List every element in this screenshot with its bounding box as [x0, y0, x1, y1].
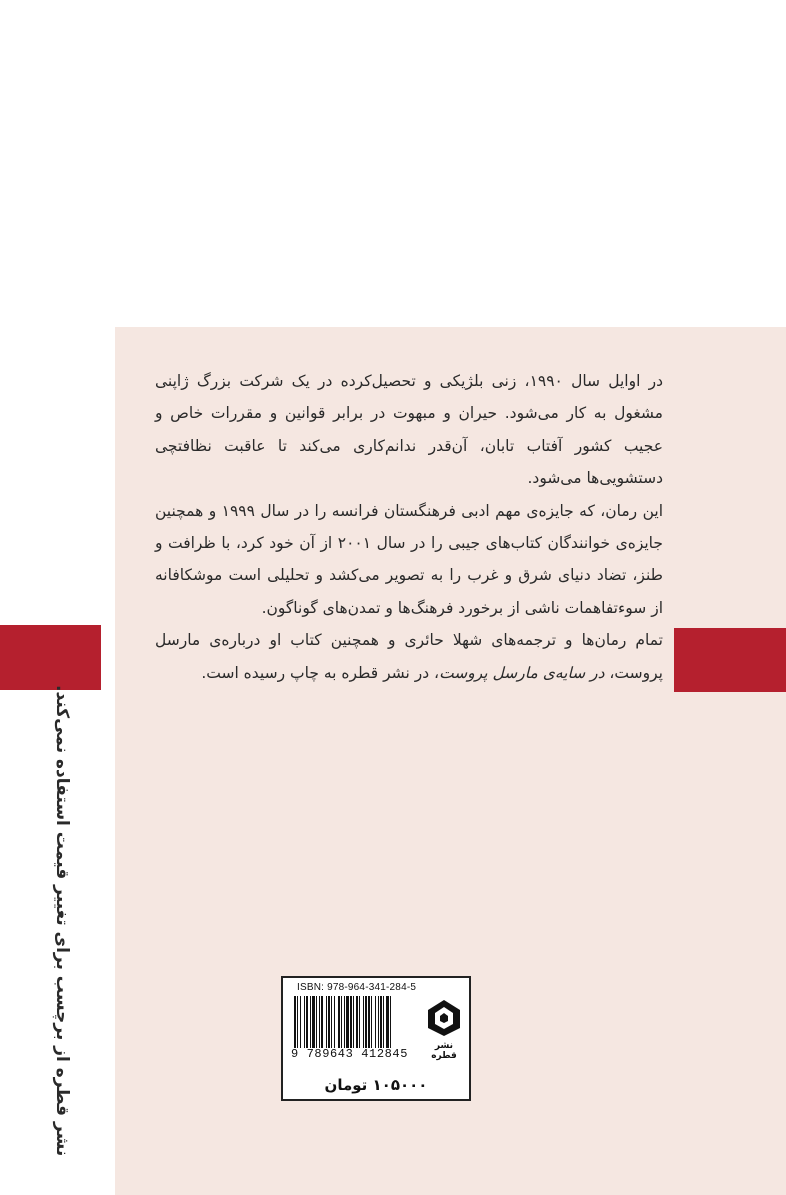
blurb-text — [155, 365, 663, 689]
blurb-paragraph-2: این رمان، که جایزه‌ی مهم ادبی فرهنگستان فرانسه را در سال ۱۹۹۹ و همچنین جایزه‌ی خوانندگان کتاب‌های جیبی را در سال ۲۰۰۱ از آن خود کرد، با ظرافت و طنز، تضاد دنیای شرق و غرب را به تصویر می‌کشد و تحلیلی است موشکافانه از سوءتفاهمات ناشی از برخورد فرهنگ‌ها و تمدن‌های گوناگون. — [155, 501, 664, 617]
publisher-logo-text: نشر قطره — [431, 1041, 457, 1061]
barcode-bars — [293, 996, 421, 1048]
blurb-p3-start: تمام رمان‌ها و ترجمه‌های شهلا حائری و همچنین کتاب او درباره‌ی مارسل پروست، — [155, 631, 663, 682]
book-title-reference: در سایه‌ی مارسل پروست — [439, 663, 605, 682]
publisher-logo-icon — [426, 998, 462, 1038]
red-band-right — [674, 628, 786, 692]
blurb-paragraph-1: در اوایل سال ۱۹۹۰، زنی بلژیکی و تحصیل‌کرده در یک شرکت بزرگ ژاپنی مشغول به کار می‌شود. حیران و مبهوت در برابر قوانین و مقررات خاص و عجیب کشور آفتاب تابان، آن‌قدر ندانم‌کاری می‌کند تا عاقبت نظافتچی دستشویی‌ها می‌شود. — [155, 372, 663, 488]
price-label-note: نشر قطره از برچسب برای تغییر قیمت استفاده نمی‌کند. — [52, 684, 72, 1156]
blurb-p3-end: ، در نشر قطره به چاپ رسیده است. — [201, 663, 440, 682]
barcode-digits: 9 789643 412845 — [291, 1047, 409, 1061]
isbn-text: ISBN: 978-964-341-284-5 — [297, 982, 417, 993]
price-box — [281, 1071, 471, 1101]
blurb-paragraph-3 — [155, 624, 663, 689]
red-band-left — [0, 625, 101, 690]
price-value: ۱۰۵۰۰۰ تومان — [324, 1076, 428, 1094]
barcode-box — [281, 976, 471, 1075]
